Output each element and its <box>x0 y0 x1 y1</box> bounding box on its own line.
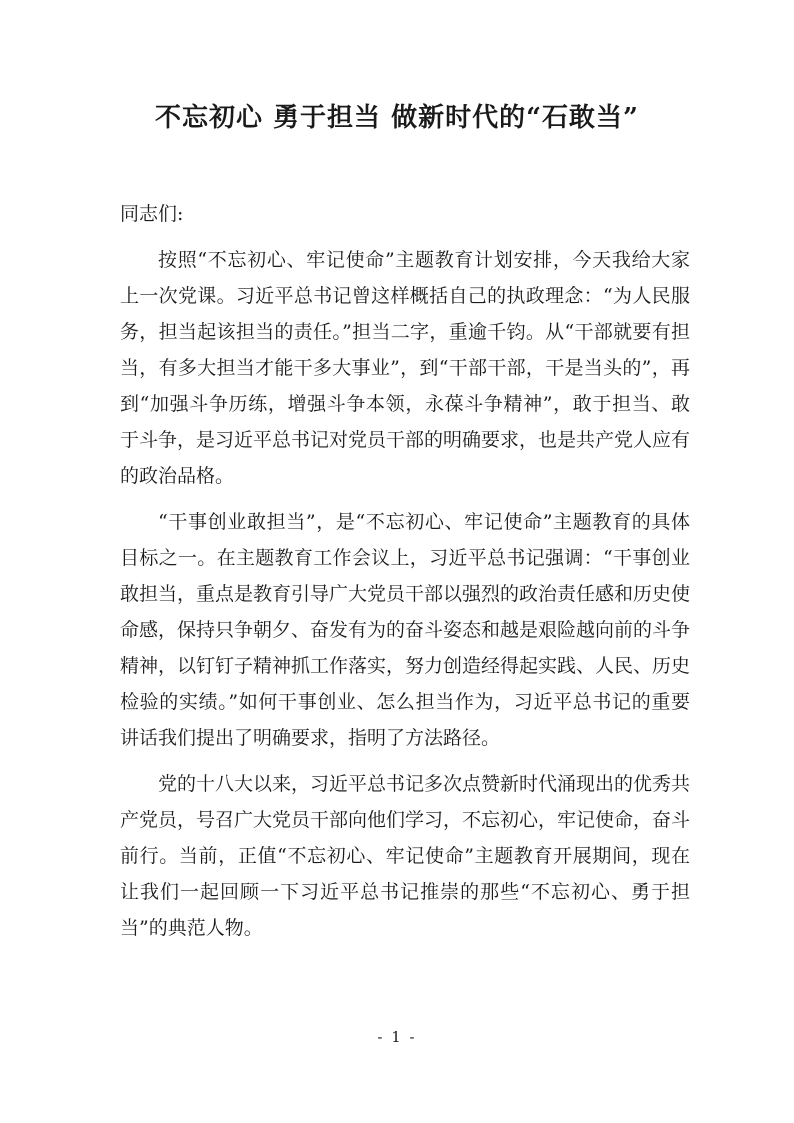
document-body <box>120 196 690 956</box>
paragraph-3: 党的十八大以来，习近平总书记多次点赞新时代涌现出的优秀共产党员，号召广大党员干部向他们学习，不忘初心，牢记使命，奋斗前行。当前，正值“不忘初心、牢记使命”主题教育开展期间，现在让我们一起回顾一下习近平总书记推崇的那些“不忘初心、勇于担当”的典范人物。 <box>120 773 691 939</box>
paragraph-1: 按照“不忘初心、牢记使命”主题教育计划安排，今天我给大家上一次党课。习近平总书记曾这样概括自己的执政理念：“为人民服务，担当起该担当的责任。”担当二字，重逾千钧。从“干部就要有担当，有多大担当才能干多大事业”，到“干部干部，干是当头的”，再到“加强斗争历练，增强斗争本领，永葆斗争精神”，敢于担当、敢于斗争，是习近平总书记对党员干部的明确要求，也是共产党人应有的政治品格。 <box>120 249 691 487</box>
paragraph-2: “干事创业敢担当”，是“不忘初心、牢记使命”主题教育的具体目标之一。在主题教育工作会议上，习近平总书记强调：“干事创业敢担当，重点是教育引导广大党员干部以强烈的政治责任感和历史使命感，保持只争朝夕、奋发有为的奋斗姿态和越是艰险越向前的斗争精神，以钉钉子精神抓工作落实，努力创造经得起实践、人民、历史检验的实绩。”如何干事创业、怎么担当作为，习近平总书记的重要讲话我们提出了明确要求，指明了方法路径。 <box>120 511 691 749</box>
page-number: - 1 - <box>377 1028 417 1046</box>
document-title: 不忘初心 勇于担当 做新时代的“石敢当” <box>154 103 639 133</box>
salutation: 同志们: <box>120 203 184 225</box>
